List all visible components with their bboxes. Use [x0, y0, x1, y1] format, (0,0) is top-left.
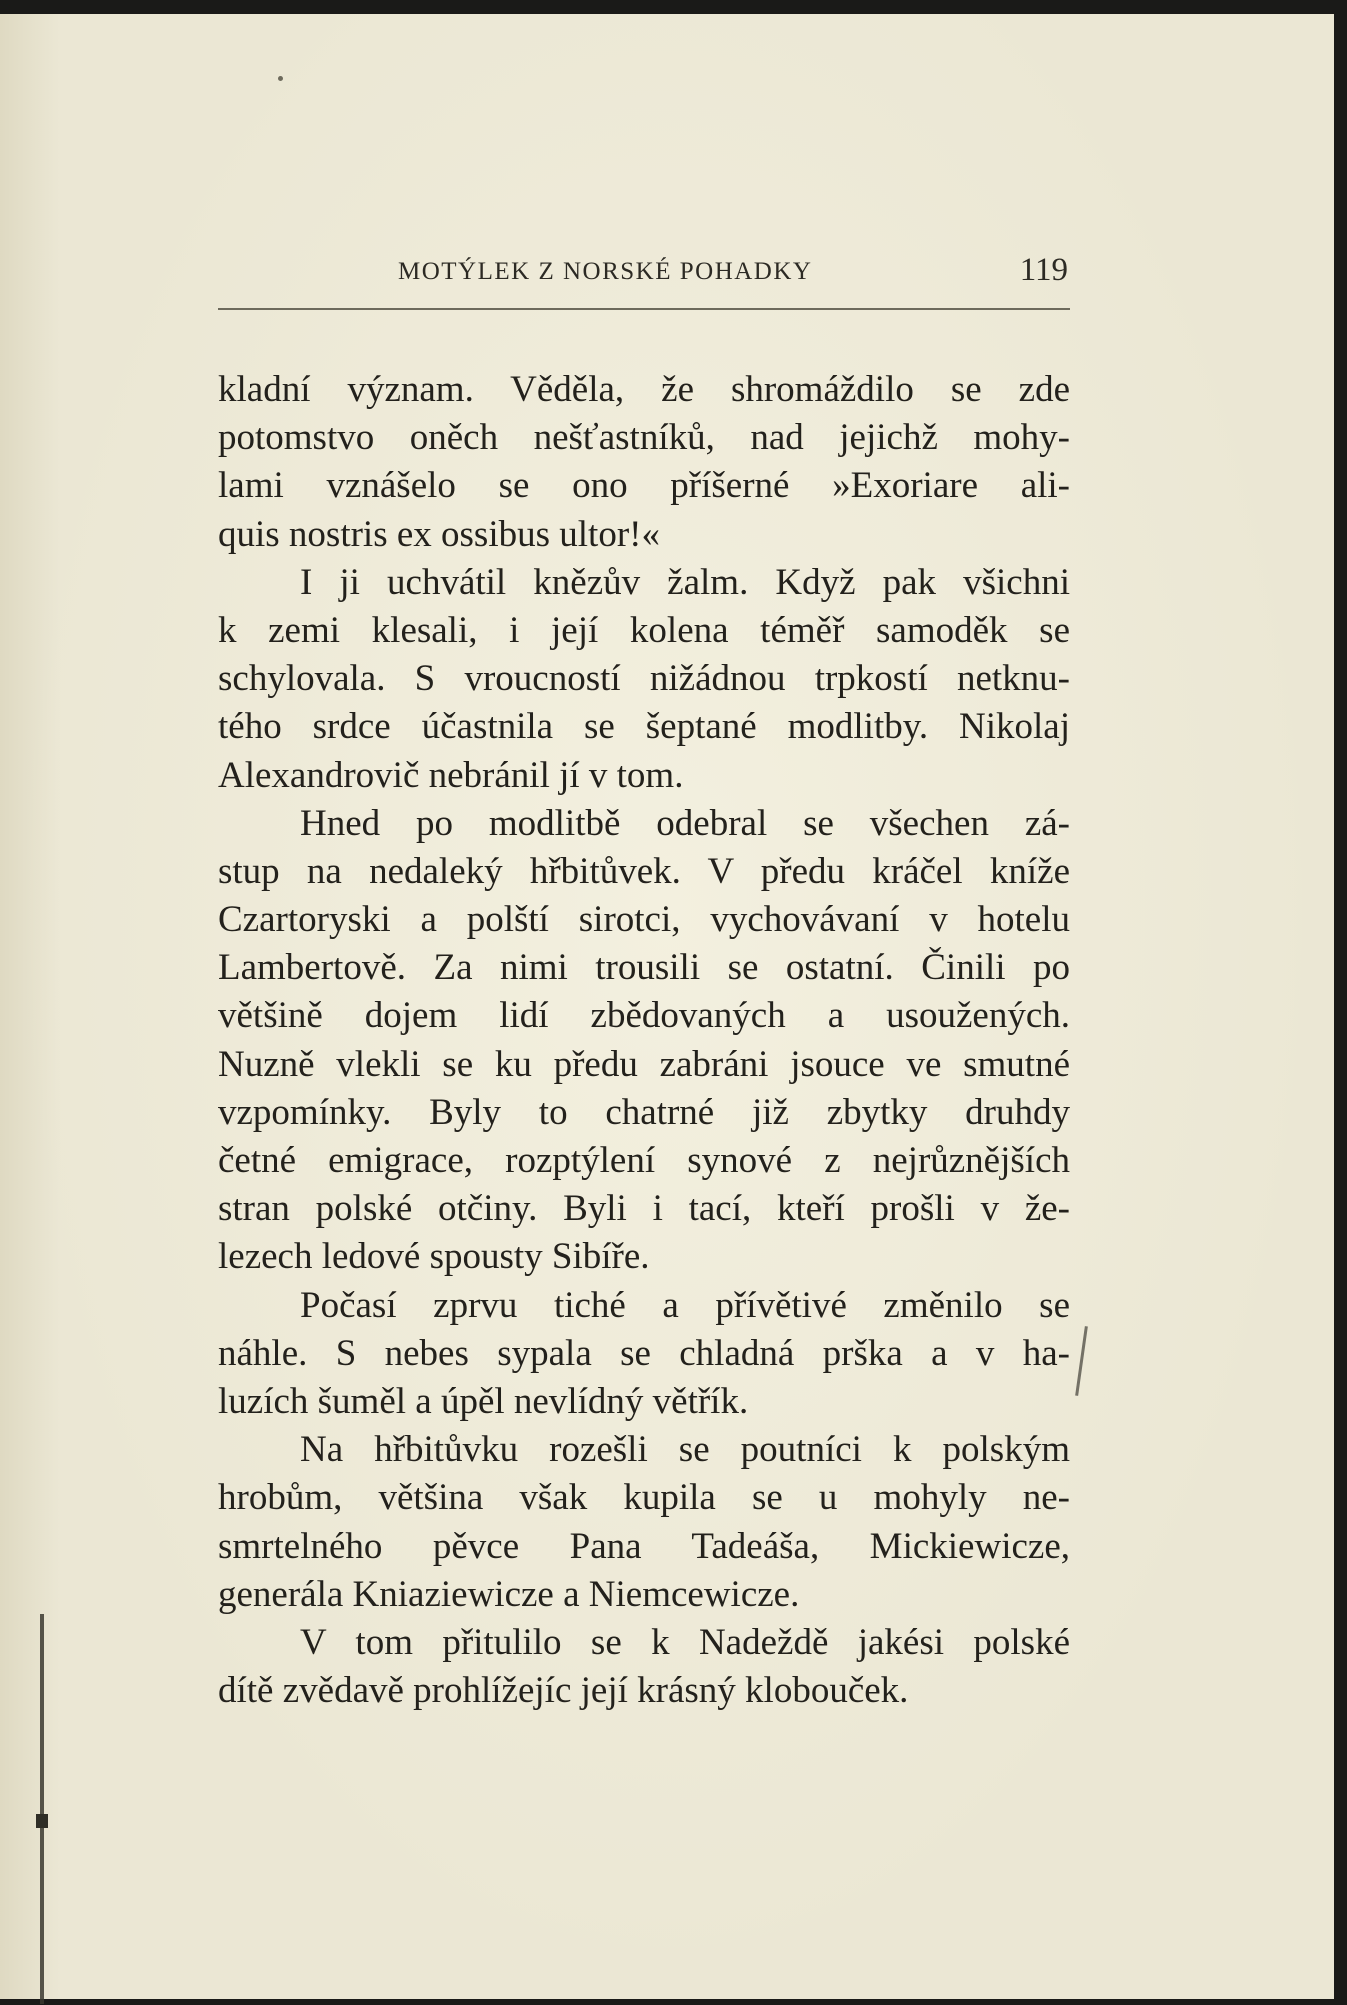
text-line: quis nostris ex ossibus ultor!« [218, 513, 660, 555]
text-line: Nuzně vlekli se ku předu zabráni jsouce ve smutné [218, 1043, 1070, 1085]
text-line: Na hřbitůvku rozešli se poutníci k polským [300, 1429, 1070, 1471]
binding-edge [40, 1614, 44, 2004]
text-line: I ji uchvátil knězův žalm. Když pak všichni [300, 561, 1070, 603]
text-line: Hned po modlitbě odebral se všechen zá- [300, 802, 1070, 844]
text-line: hrobům, většina však kupila se u mohyly ne- [218, 1477, 1070, 1519]
text-line: kladní význam. Věděla, že shromáždilo se zde [218, 369, 1070, 410]
text-line: většině dojem lidí zbědovaných a usoužených. [218, 995, 1070, 1037]
text-line: Alexandrovič nebránil jí v tom. [218, 754, 684, 796]
text-line: lami vznášelo se ono příšerné »Exoriare ali- [218, 465, 1070, 507]
text-line: stup na nedaleký hřbitůvek. V předu kráčel kníže [218, 850, 1070, 892]
text-line: lezech ledové spousty Sibíře. [218, 1236, 650, 1278]
book-page [0, 14, 1334, 1999]
text-line: náhle. S nebes sypala se chladná prška a v ha- [218, 1332, 1070, 1374]
text-line: schylovala. S vroucností nižádnou trpkostí netknu- [218, 658, 1070, 700]
page-number: 119 [1019, 252, 1068, 288]
text-line: stran polské otčiny. Byli i tací, kteří prošli v že- [218, 1188, 1070, 1230]
page-blemish [278, 76, 283, 81]
text-line: Czartoryski a polští sirotci, vychovávaní v hotelu [218, 899, 1070, 941]
text-line: dítě zvědavě prohlížejíc její krásný klobouček. [218, 1670, 909, 1712]
text-line: generála Kniaziewicze a Niemcewicze. [218, 1573, 800, 1615]
binding-tick [36, 1814, 48, 1828]
margin-pencil-mark [1075, 1326, 1088, 1396]
text-line: Lambertově. Za nimi trousili se ostatní. Činili po [218, 947, 1070, 989]
text-line: Počasí zprvu tiché a přívětivé změnilo se [300, 1284, 1070, 1326]
text-line: tého srdce účastnila se šeptané modlitby. Nikolaj [218, 706, 1070, 748]
text-line: V tom přitulilo se k Nadeždě jakési polské [300, 1621, 1070, 1663]
body-text [218, 366, 1070, 1715]
text-line: potomstvo oněch nešťastníků, nad jejichž mohy- [218, 417, 1070, 459]
running-header [218, 248, 1070, 310]
running-header-title: MOTÝLEK Z NORSKÉ POHADKY [398, 258, 813, 285]
text-line: vzpomínky. Byly to chatrné již zbytky druhdy [218, 1091, 1070, 1133]
text-line: luzích šuměl a úpěl nevlídný větřík. [218, 1380, 749, 1422]
text-line: smrtelného pěvce Pana Tadeáša, Mickiewicze, [218, 1525, 1070, 1567]
text-line: k zemi klesali, i její kolena téměř samoděk se [218, 609, 1070, 651]
text-line: četné emigrace, rozptýlení synové z nejrůznějších [218, 1140, 1070, 1181]
